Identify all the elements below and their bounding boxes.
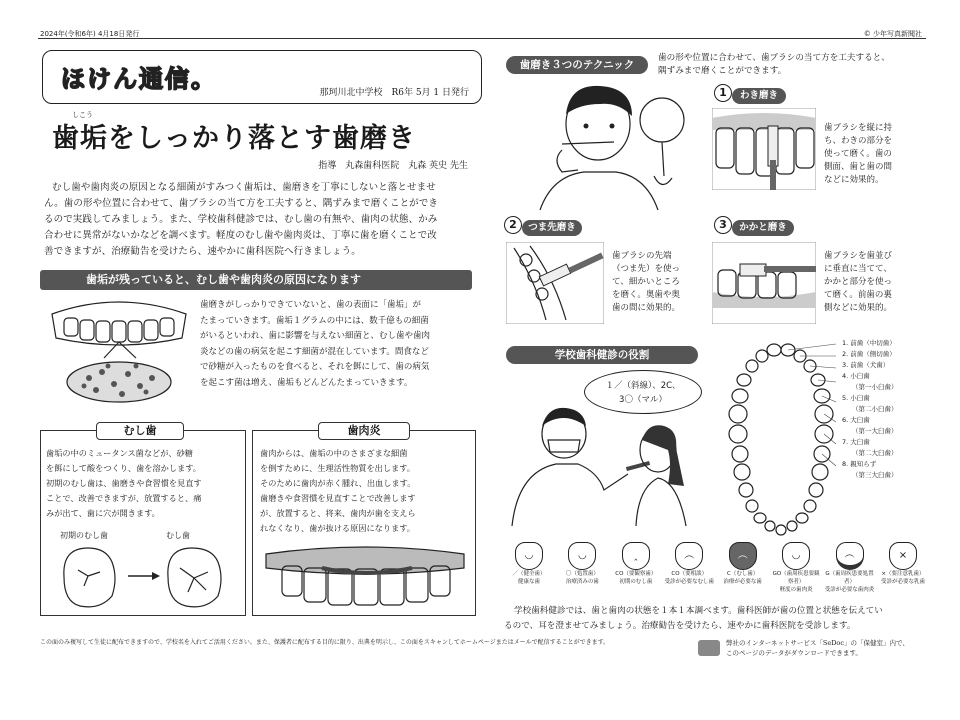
tooth-name: 3. 前歯（犬歯）: [842, 361, 890, 369]
guide-credit: 指導 丸森歯科医院 丸森 英史 先生: [318, 161, 468, 171]
masthead: [42, 50, 482, 104]
cavity-line: を餌にして酸をつくり、歯を溶かします。: [46, 463, 201, 473]
gum-line: 歯磨きや食習慣を見直すことで改善します: [260, 493, 416, 503]
plaque-line: 歯磨きがしっかりできていないと、歯の表面に「歯垢」が: [200, 300, 422, 310]
newsletter-title: ほけん通信。: [61, 65, 217, 93]
gum-box-title: 歯肉炎: [318, 422, 410, 440]
plaque-line: たまっていきます。歯垢１グラムの中には、数千億もの細菌: [200, 315, 429, 326]
intro-line: 合わせに異常がないかなどを調べます。軽度のむし歯や歯肉炎は、丁寧に歯を磨くことで改: [44, 230, 437, 241]
speech-line: 3〇（マル）: [619, 395, 667, 405]
cavity-line: 歯垢の中のミュータンス菌などが、砂糖: [46, 448, 193, 458]
legend-item: [504, 542, 554, 594]
legend-code: 〇（処置歯）: [565, 571, 599, 577]
baby-tooth-icon: ×: [889, 542, 917, 570]
intro-line: るので実践してみましょう。また、学校歯科健診では、むし歯の有無や、歯肉の状態、かみ: [44, 214, 438, 225]
consult-tooth-icon: ︵: [675, 542, 703, 570]
label-early-cavity: 初期のむし歯: [60, 531, 108, 540]
school-issue-line: 那珂川北中学校 R6年 5月 1 日発行: [319, 88, 469, 98]
tooth-name: 1. 前歯（中切歯）: [842, 339, 896, 347]
intro-line: ん。歯の形や位置に合わせて、歯ブラシの当て方を工夫すると、隅ずみまで磨くことができ: [44, 198, 438, 209]
legend-code: ×（要注意乳歯）: [881, 571, 925, 577]
technique2-illustration: [506, 242, 604, 324]
legend-code: G（歯周疾患要処置者）: [825, 571, 874, 585]
cavity-line: みが出て、歯に穴が開きます。: [46, 508, 160, 518]
tooth-name: （第二小臼歯）: [852, 405, 898, 413]
top-rule: [38, 38, 926, 39]
tooth-name: （第三大臼歯）: [852, 471, 898, 479]
legend-desc: 軽度の歯肉炎: [779, 587, 813, 593]
technique-desc: [824, 122, 928, 187]
technique-desc-line: て、細かいところ: [612, 277, 680, 287]
technique-desc-line: に垂直に当てて、: [824, 264, 892, 274]
legend-desc: 治療済みの歯: [565, 579, 599, 585]
technique-desc-line: 歯ブラシの先端: [612, 251, 672, 261]
gum-line: が、放置すると、将来、歯肉が歯を支えら: [260, 508, 416, 518]
treated-tooth-icon: ◡: [568, 542, 596, 570]
footer-usage-note: この面のみ複写して生徒に配布できますので、学校名を入れてご活用ください。また、保護者に配布する目的に限り、出典を明示し、この面をスキャンしてホームページまたはメールで配信することができます。: [40, 639, 610, 646]
technique-desc-line: 使って磨く。歯の: [824, 149, 892, 159]
tooth-name: 2. 前歯（側切歯）: [842, 350, 896, 358]
cavity-box-title: むし歯: [96, 422, 184, 440]
tooth-name: 7. 大臼歯: [842, 438, 870, 446]
decayed-tooth-icon: ︵: [729, 542, 757, 570]
intro-line: むし歯や歯肉炎の原因となる細菌がすみつく歯垢は、歯磨きを丁寧にしないと落とせませ: [52, 182, 436, 193]
technique-number: 3: [714, 216, 732, 234]
checkup-paragraph: [504, 604, 932, 634]
tooth-name: （第一小臼歯）: [852, 383, 898, 391]
tooth-name: 6. 大臼歯: [842, 416, 870, 424]
legend-item: [718, 542, 768, 594]
technique-name: つま先磨き: [522, 220, 582, 236]
page-headline: 歯垢をしっかり落とす歯磨き: [52, 123, 416, 154]
technique-desc-line: 側面、歯と歯の間: [824, 162, 893, 172]
headline-ruby: しこう: [72, 111, 93, 119]
tooth-status-legend: [504, 542, 928, 594]
label-cavity: むし歯: [166, 531, 190, 540]
legend-item: [878, 542, 928, 594]
legend-code: C（むし歯）: [727, 571, 759, 577]
footer-download-line: このページのデータがダウンロードできます。: [726, 649, 862, 657]
gum-line: を倒すために、生理活性物質を出します。: [260, 463, 415, 473]
publisher-credit: © 少年写真新聞社: [863, 30, 922, 38]
plaque-line: で砂糖が入ったものを食べると、それを餌にして、歯の病気: [200, 362, 430, 372]
intro-line: 善できますが、治療勧告を受けたら、速やかに歯科医院へ行きましょう。: [44, 246, 361, 257]
technique-desc-line: かかと部分を使っ: [824, 277, 893, 287]
technique-number: 2: [504, 216, 522, 234]
tooth-names-list: [842, 338, 932, 481]
legend-code: CO（要相談）: [671, 571, 708, 577]
footer-download-line: 弊社のインターネットサービス「SeDoc」の「保健室」内で、: [726, 639, 909, 647]
legend-item: [664, 542, 714, 594]
legend-item: [611, 542, 661, 594]
technique-desc-line: （つま先）を使っ: [612, 264, 681, 274]
gingivitis-illustration: [262, 546, 468, 608]
tooth-name: 4. 小臼歯: [842, 372, 870, 380]
intro-paragraph: [44, 180, 474, 260]
tooth-name: 5. 小臼歯: [842, 394, 870, 402]
technique-desc-line: を磨く。奥歯や奥: [612, 290, 680, 300]
gum-line: 歯肉からは、歯垢の中のさまざまな細菌: [260, 448, 408, 458]
plaque-line: を起こす菌は増え、歯垢もどんどんたまっていきます。: [200, 377, 413, 388]
cavity-tooth-illustration: [56, 542, 236, 612]
gum-treatment-tooth-icon: ︵: [836, 542, 864, 570]
mild-gum-tooth-icon: ◡: [782, 542, 810, 570]
plaque-line: 炎などの歯の病気を起こす細菌が混在しています。間食など: [200, 346, 429, 357]
gum-line: そのために歯肉が赤く腫れ、出血します。: [260, 478, 416, 488]
smiling-tooth-icon: ◡: [515, 542, 543, 570]
sedoc-logo-icon: [698, 640, 720, 656]
technique-section-title: 歯磨き３つのテクニック: [506, 56, 648, 74]
legend-item: [771, 542, 821, 594]
plaque-line: がいるといわれ、歯に影響を与えない細菌と、むし歯や歯肉: [200, 331, 431, 341]
checkup-line: 学校歯科健診では、歯と歯肉の状態を１本１本調べます。歯科医師が歯の位置と状態を伝えてい: [514, 606, 883, 616]
legend-desc: 初期のむし歯: [619, 579, 653, 585]
gum-paragraph: [260, 446, 474, 536]
technique-desc: [824, 250, 928, 315]
technique-desc-line: 側などに効果的。: [824, 303, 893, 313]
checkup-line: るので、耳を澄ませてみましょう。治療勧告を受けたら、速やかに歯科医院を受診します。: [504, 621, 856, 631]
observe-tooth-icon: ‸: [622, 542, 650, 570]
speech-line: １／（斜線）、2C、: [605, 381, 681, 391]
legend-desc: 治療が必要な歯: [723, 579, 762, 585]
gum-line: れなくなり、歯が抜ける原因になります。: [260, 523, 415, 533]
plaque-section-title: 歯垢が残っていると、むし歯や歯肉炎の原因になります: [40, 270, 472, 290]
plaque-teeth-illustration: [44, 296, 194, 406]
legend-item: [825, 542, 875, 594]
legend-code: ／（健全歯）: [512, 571, 546, 577]
legend-code: CO（要観察歯）: [615, 571, 657, 577]
legend-desc: 受診が必要な乳歯: [880, 579, 925, 585]
technique-desc-line: ち、わきの部分を: [824, 136, 893, 146]
technique-desc-line: 歯ブラシを縦に持: [824, 123, 893, 133]
boy-brushing-illustration: [522, 80, 690, 212]
legend-desc: 健康な歯: [517, 579, 540, 585]
tooth-name: 8. 親知らず: [842, 460, 877, 468]
legend-code: GO（歯周疾患要観察者）: [772, 571, 820, 585]
issue-date: 2024年(令和6年) 4月18日発行: [40, 30, 140, 38]
cavity-paragraph: [46, 446, 244, 521]
cavity-line: 初期のむし歯は、歯磨きや食習慣を見直す: [46, 478, 202, 488]
tooth-name: （第二大臼歯）: [852, 449, 898, 457]
technique-name: わき磨き: [732, 88, 786, 104]
dental-arch-diagram: [718, 338, 838, 548]
technique-intro-line: 歯の形や位置に合わせて、歯ブラシの当て方を工夫すると、: [658, 53, 890, 63]
technique-desc-line: などに効果的。: [824, 175, 884, 185]
cavity-line: ことで、改善できますが、放置すると、痛: [46, 493, 202, 503]
technique-desc-line: 歯の間に効果的。: [612, 303, 681, 313]
technique-desc: [612, 250, 708, 315]
checkup-section-title: 学校歯科健診の役割: [506, 346, 698, 364]
technique-number: 1: [714, 84, 732, 102]
technique-desc-line: て磨く。前歯の裏: [824, 290, 892, 300]
tooth-name: （第一大臼歯）: [852, 427, 898, 435]
legend-item: [557, 542, 607, 594]
legend-desc: 受診が必要なむし歯: [664, 579, 715, 585]
technique1-illustration: [712, 108, 816, 190]
technique-intro: [658, 52, 928, 78]
plaque-paragraph: [200, 298, 475, 391]
technique-intro-line: 隅ずみまで磨くことができます。: [658, 66, 787, 76]
technique3-illustration: [712, 242, 816, 324]
dental-checkup-illustration: [508, 390, 698, 530]
footer-download-note: [726, 638, 936, 658]
legend-desc: 受診が必要な歯肉炎: [824, 587, 875, 593]
technique-name: かかと磨き: [732, 220, 794, 236]
technique-desc-line: 歯ブラシを歯並び: [824, 251, 893, 261]
